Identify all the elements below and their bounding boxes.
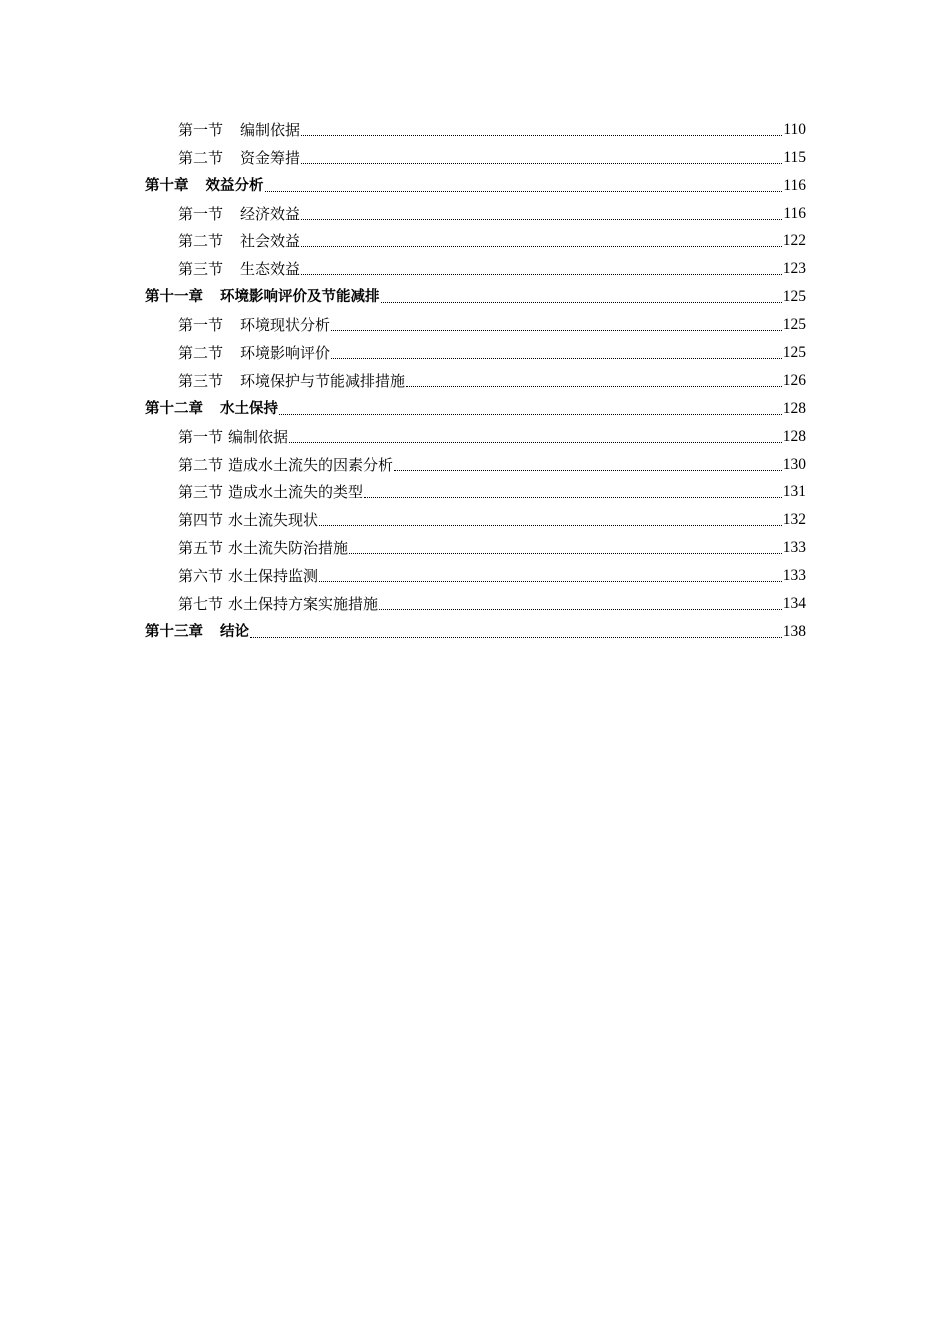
toc-entry-number: 第二节	[178, 232, 224, 251]
toc-page-number: 122	[782, 232, 806, 250]
toc-page-number: 115	[783, 148, 806, 166]
toc-dot-leader	[319, 581, 782, 582]
toc-entry-number: 第一节	[178, 120, 224, 139]
toc-entry-name: 造成水土流失的类型	[228, 483, 364, 502]
toc-dot-leader	[364, 497, 782, 498]
toc-dot-leader	[250, 637, 782, 638]
toc-entry-name: 结论	[220, 623, 249, 640]
toc-entry-title	[145, 177, 264, 195]
toc-page-number: 131	[782, 483, 806, 501]
toc-page-number: 125	[782, 344, 806, 362]
toc-dot-leader	[279, 414, 782, 415]
toc-entry-number: 第三节	[178, 260, 224, 279]
toc-dot-leader	[301, 135, 782, 136]
toc-entry-number: 第三节	[178, 483, 224, 502]
toc-entry-number: 第十二章	[145, 400, 203, 417]
toc-entry-name: 资金筹措	[240, 148, 301, 167]
toc-section-entry[interactable]	[145, 223, 806, 251]
toc-entry-number: 第五节	[178, 539, 224, 558]
toc-entry-name: 环境现状分析	[240, 316, 331, 335]
toc-page-number: 138	[782, 622, 806, 640]
toc-entry-title	[178, 595, 378, 613]
toc-page-number: 125	[782, 316, 806, 334]
toc-entry-name: 水土流失防治措施	[228, 539, 349, 558]
toc-entry-name: 编制依据	[228, 427, 289, 446]
toc-page-number: 128	[782, 399, 806, 417]
toc-dot-leader	[381, 302, 782, 303]
toc-entry-title	[178, 567, 318, 585]
toc-section-entry[interactable]	[145, 306, 806, 334]
toc-entry-name: 水土保持方案实施措施	[228, 595, 379, 614]
toc-entry-name: 编制依据	[240, 120, 301, 139]
toc-dot-leader	[301, 246, 782, 247]
toc-dot-leader	[301, 163, 782, 164]
toc-section-entry[interactable]	[145, 501, 806, 529]
toc-section-entry[interactable]	[145, 557, 806, 585]
toc-section-entry[interactable]	[145, 250, 806, 278]
toc-chapter-entry[interactable]	[145, 390, 806, 418]
toc-dot-leader	[406, 386, 782, 387]
toc-entry-name: 环境影响评价及节能减排	[220, 289, 380, 306]
toc-section-entry[interactable]	[145, 362, 806, 390]
toc-entry-name: 造成水土流失的因素分析	[228, 455, 394, 474]
toc-entry-title	[178, 483, 363, 501]
toc-dot-leader	[394, 470, 782, 471]
toc-section-entry[interactable]	[145, 111, 806, 139]
toc-section-entry[interactable]	[145, 418, 806, 446]
toc-entry-number: 第二节	[178, 344, 224, 363]
toc-entry-title	[178, 344, 330, 362]
toc-entry-name: 经济效益	[240, 204, 301, 223]
toc-entry-number: 第四节	[178, 511, 224, 530]
toc-page-number: 133	[782, 539, 806, 557]
toc-entry-number: 第二节	[178, 148, 224, 167]
toc-entry-title	[178, 149, 300, 167]
toc-entry-name: 水土保持监测	[228, 567, 319, 586]
toc-dot-leader	[301, 219, 782, 220]
toc-dot-leader	[331, 330, 782, 331]
toc-entry-number: 第十一章	[145, 289, 203, 306]
toc-entry-name: 环境保护与节能减排措施	[240, 371, 406, 390]
toc-entry-title	[145, 400, 278, 418]
toc-entry-name: 效益分析	[205, 177, 264, 194]
toc-dot-leader	[331, 358, 782, 359]
toc-dot-leader	[319, 525, 782, 526]
toc-entry-name: 环境影响评价	[240, 344, 331, 363]
toc-chapter-entry[interactable]	[145, 167, 806, 195]
toc-section-entry[interactable]	[145, 585, 806, 613]
toc-page-number: 133	[782, 567, 806, 585]
toc-entry-number: 第一节	[178, 427, 224, 446]
toc-section-entry[interactable]	[145, 334, 806, 362]
toc-dot-leader	[379, 609, 782, 610]
toc-entry-title	[178, 511, 318, 529]
toc-dot-leader	[349, 553, 782, 554]
toc-entry-number: 第三节	[178, 371, 224, 390]
toc-entry-title	[145, 623, 249, 641]
toc-entry-name: 生态效益	[240, 260, 301, 279]
toc-section-entry[interactable]	[145, 529, 806, 557]
toc-entry-name: 水土保持	[220, 400, 278, 417]
toc-page-number: 132	[782, 511, 806, 529]
toc-page-number: 110	[783, 120, 806, 138]
toc-entry-title	[145, 288, 380, 306]
toc-entry-title	[178, 260, 300, 278]
toc-page-number: 128	[782, 427, 806, 445]
toc-entry-title	[178, 232, 300, 250]
toc-chapter-entry[interactable]	[145, 278, 806, 306]
toc-entry-title	[178, 121, 300, 139]
toc-entry-number: 第六节	[178, 567, 224, 586]
toc-entry-title	[178, 316, 330, 334]
toc-page-number: 125	[782, 288, 806, 306]
toc-entry-number: 第十三章	[145, 623, 203, 640]
toc-page-number: 116	[783, 204, 806, 222]
toc-page-number: 116	[783, 176, 806, 194]
toc-entry-name: 社会效益	[240, 232, 301, 251]
toc-entry-number: 第七节	[178, 595, 224, 614]
toc-entry-number: 第一节	[178, 316, 224, 335]
toc-page-number: 123	[782, 260, 806, 278]
toc-dot-leader	[289, 442, 782, 443]
toc-section-entry[interactable]	[145, 474, 806, 502]
toc-chapter-entry[interactable]	[145, 613, 806, 641]
toc-entry-title	[178, 205, 300, 223]
toc-page-number: 126	[782, 371, 806, 389]
table-of-contents	[145, 111, 806, 641]
toc-entry-number: 第二节	[178, 455, 224, 474]
toc-section-entry[interactable]	[145, 446, 806, 474]
toc-page-number: 130	[782, 455, 806, 473]
toc-entry-title	[178, 539, 348, 557]
toc-section-entry[interactable]	[145, 195, 806, 223]
toc-entry-number: 第十章	[145, 177, 189, 194]
toc-entry-name: 水土流失现状	[228, 511, 319, 530]
toc-entry-title	[178, 372, 405, 390]
toc-entry-title	[178, 456, 393, 474]
toc-dot-leader	[265, 191, 783, 192]
toc-section-entry[interactable]	[145, 139, 806, 167]
toc-dot-leader	[301, 274, 782, 275]
toc-entry-number: 第一节	[178, 204, 224, 223]
toc-entry-title	[178, 428, 288, 446]
toc-page-number: 134	[782, 595, 806, 613]
